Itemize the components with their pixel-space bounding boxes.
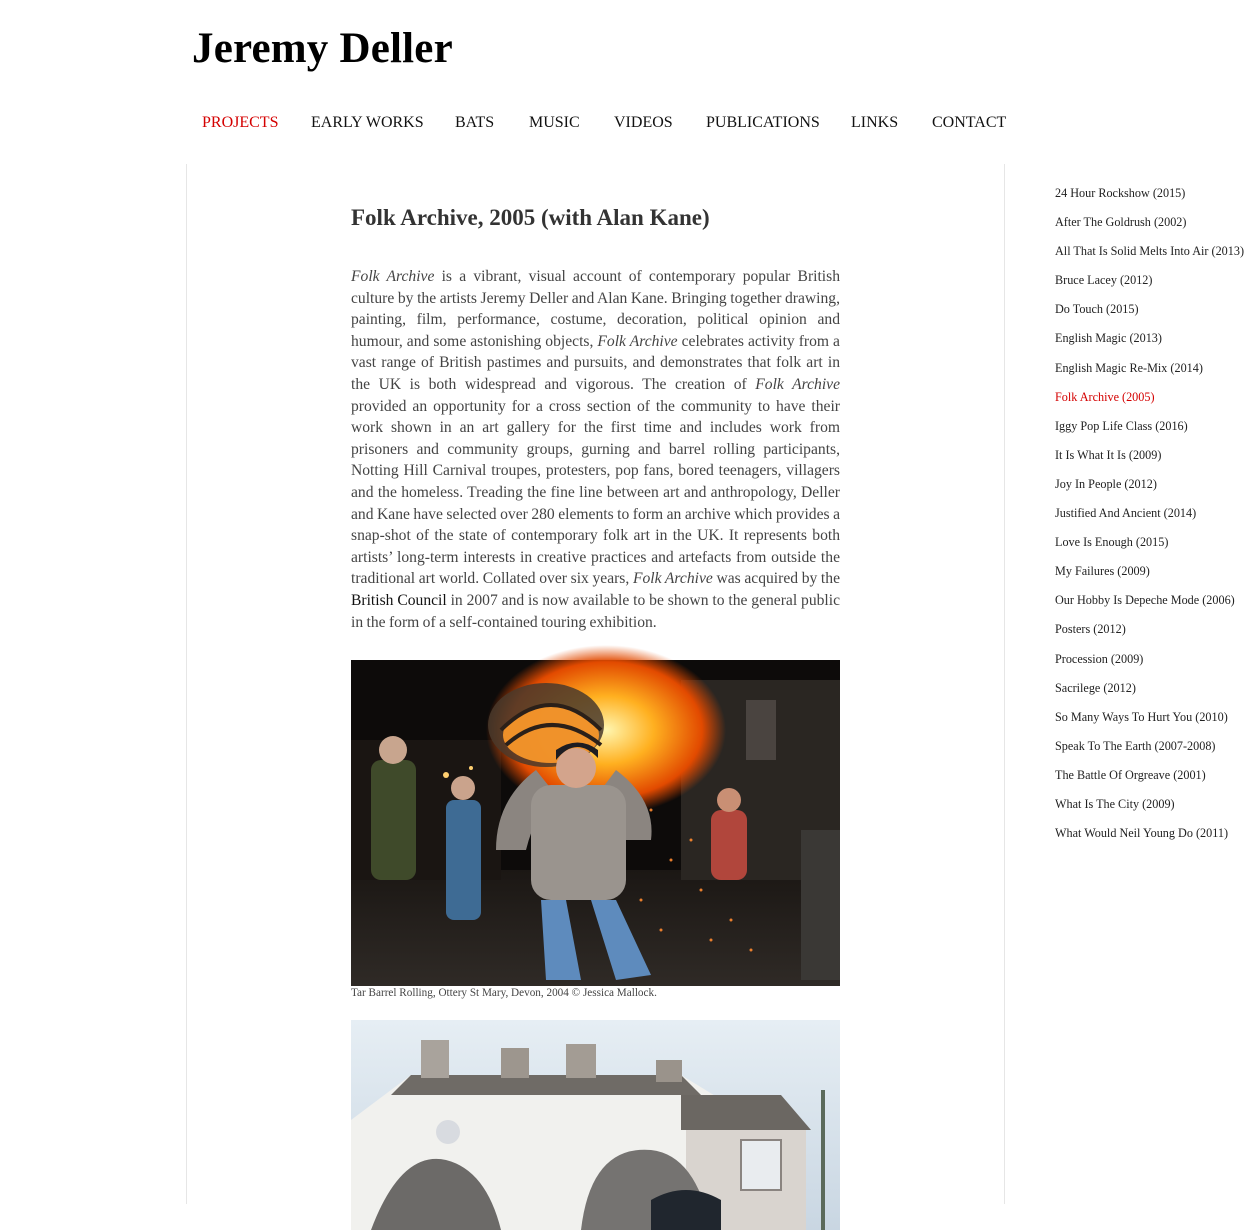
tar-barrel-rolling-photo (351, 660, 840, 986)
nav-contact[interactable]: CONTACT (932, 114, 1007, 131)
sidebar-item[interactable]: English Magic Re-Mix (2014) (1055, 360, 1203, 375)
nav-bats[interactable]: BATS (455, 114, 495, 131)
site-title[interactable]: Jeremy Deller (192, 25, 453, 72)
nav-music[interactable]: MUSIC (529, 114, 580, 131)
sidebar-item[interactable]: Our Hobby Is Depeche Mode (2006) (1055, 593, 1235, 608)
italic-title: Folk Archive (351, 268, 435, 285)
nav-videos[interactable]: VIDEOS (614, 114, 673, 131)
nav-projects[interactable]: PROJECTS (202, 114, 279, 131)
sidebar-item[interactable]: Procession (2009) (1055, 651, 1144, 666)
italic-title: Folk Archive (755, 375, 840, 393)
sidebar-item[interactable]: Iggy Pop Life Class (2016) (1055, 418, 1188, 433)
sidebar-item[interactable]: Justified And Ancient (2014) (1055, 506, 1197, 521)
sidebar-item[interactable]: What Is The City (2009) (1055, 796, 1175, 811)
sidebar-item[interactable]: Love Is Enough (2015) (1055, 535, 1169, 550)
sidebar-item[interactable]: It Is What It Is (2009) (1055, 447, 1162, 462)
sidebar-item[interactable]: Bruce Lacey (2012) (1055, 273, 1153, 288)
figure-second (351, 1020, 840, 1230)
sidebar-item[interactable]: So Many Ways To Hurt You (2010) (1055, 709, 1228, 724)
sidebar-item[interactable]: Posters (2012) (1055, 622, 1126, 637)
sidebar-item[interactable]: All That Is Solid Melts Into Air (2013) (1055, 244, 1244, 259)
sidebar-item[interactable]: English Magic (2013) (1055, 331, 1162, 346)
sidebar-item[interactable]: Speak To The Earth (2007-2008) (1055, 738, 1216, 753)
italic-title: Folk Archive (632, 570, 713, 588)
page-title: Folk Archive, 2005 (with Alan Kane) (351, 205, 710, 230)
british-council-link[interactable]: British Council (351, 591, 447, 609)
nav-early-works[interactable]: EARLY WORKS (311, 114, 424, 131)
article-body: Folk Archive is a vibrant, visual account of contemporary popular British culture by the artists Jeremy Deller and Alan Kane. Bringing together drawing, painting, film, performance, costume, decoration, political opinion and humour, and some astonishing objects, Folk Archive celebrates activity from a vast range of British pastimes and pursuits, and demonstrates that folk art in the UK is both widespread and vigorous. The creation of Folk Archive provided an opportunity for a cross section of the community to have their work shown in an art gallery for the first time and includes work from prisoners and community groups, gurning and barrel rolling participants, Notting Hill Carnival troupes, protesters, pop fans, bored teenagers, villagers and the homeless. Treading the fine line between art and anthropology, Deller and Kane have selected over 280 elements to form an archive which provides a snap-shot of the state of contemporary folk art in the UK. It represents both artists’ long-term interests in creative practices and artefacts from outside the traditional art world. Collated over six years, Folk Archive was acquired by the British Council in 2007 and is now available to be shown to the general public in the form of a self-contained touring exhibition. (351, 268, 841, 631)
article (351, 204, 840, 1230)
sidebar-item[interactable]: 24 Hour Rockshow (2015) (1055, 186, 1186, 200)
village-street-photo (351, 1020, 840, 1230)
sidebar-item[interactable]: Joy In People (2012) (1055, 476, 1157, 491)
nav-links[interactable]: LINKS (851, 114, 899, 131)
main-nav (0, 114, 1200, 134)
sidebar-item-active[interactable]: Folk Archive (2005) (1055, 389, 1155, 404)
nav-publications[interactable]: PUBLICATIONS (706, 114, 820, 131)
italic-title: Folk Archive (597, 332, 678, 350)
figure-tar-barrel (351, 660, 840, 1000)
project-sidebar (1055, 186, 1244, 855)
sidebar-item[interactable]: What Would Neil Young Do (2011) (1055, 826, 1229, 841)
figure-caption: Tar Barrel Rolling, Ottery St Mary, Devon, 2004 © Jessica Mallock. (351, 987, 657, 1000)
sidebar-item[interactable]: Do Touch (2015) (1055, 302, 1139, 317)
sidebar-item[interactable]: My Failures (2009) (1055, 564, 1150, 579)
sidebar-item[interactable]: After The Goldrush (2002) (1055, 215, 1187, 230)
sidebar-item[interactable]: The Battle Of Orgreave (2001) (1055, 767, 1206, 782)
sidebar-item[interactable]: Sacrilege (2012) (1055, 680, 1136, 695)
